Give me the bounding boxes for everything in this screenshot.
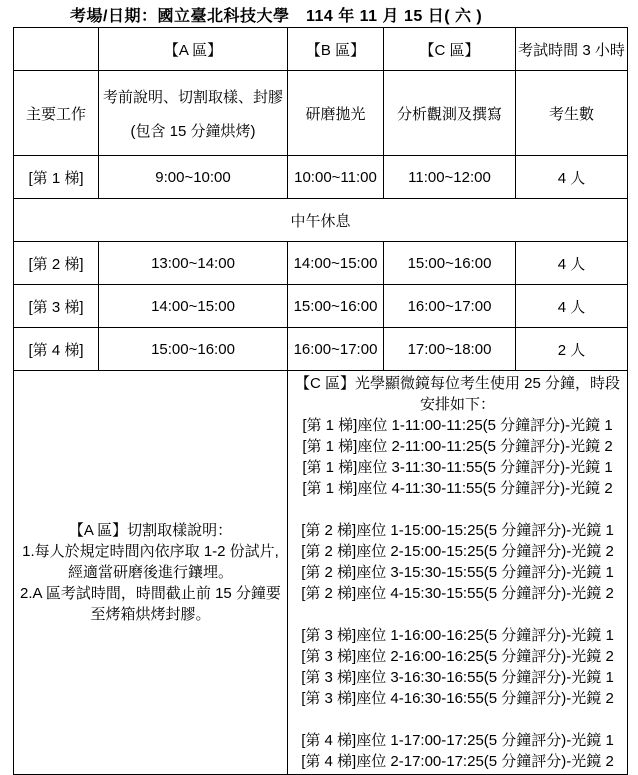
- zone-c-note-cell: [288, 371, 628, 775]
- zone-a-time: 13:00~14:00: [99, 242, 288, 285]
- zone-c-schedule-line: [第 4 梯]座位 1-17:00-17:25(5 分鐘評分)-光鏡 1: [301, 732, 614, 749]
- zone-c-schedule-line: [第 2 梯]座位 2-15:00-15:25(5 分鐘評分)-光鏡 2: [301, 543, 614, 560]
- slot-label: [第 4 梯]: [14, 328, 99, 371]
- main-work-row: [14, 71, 628, 156]
- table-header-row: [14, 28, 628, 71]
- zone-c-note-intro: 【C 區】光學顯微鏡每位考生使用 25 分鐘，時段安排如下：: [294, 375, 621, 413]
- zone-c-schedule-line: [第 3 梯]座位 2-16:00-16:25(5 分鐘評分)-光鏡 2: [301, 648, 614, 665]
- zone-c-time: 15:00~16:00: [384, 242, 516, 285]
- lunch-break-row: [14, 199, 628, 242]
- zone-c-schedule-line: [第 3 梯]座位 1-16:00-16:25(5 分鐘評分)-光鏡 1: [301, 627, 614, 644]
- slot-1-row: [14, 156, 628, 199]
- slot-label: [第 1 梯]: [14, 156, 99, 199]
- zone-c-schedule-line: [第 2 梯]座位 4-15:30-15:55(5 分鐘評分)-光鏡 2: [301, 585, 614, 602]
- zone-a-note-line1: 1.每人於規定時間內依序取 1-2 份試片,經適當研磨後進行鑲埋。: [22, 543, 279, 581]
- page-title: 考場/日期：國立臺北科技大學 114 年 11 月 15 日( 六 ): [70, 8, 483, 25]
- zone-c-time: 11:00~12:00: [384, 156, 516, 199]
- examinee-count: 4 人: [516, 156, 628, 199]
- zone-c-slot-4-group: [290, 730, 625, 772]
- zone-a-note-line2: 2.A 區考試時間，時間截止前 15 分鐘要至烤箱烘烤封膠。: [20, 585, 281, 623]
- examinee-count: 4 人: [516, 285, 628, 328]
- zone-b-time: 15:00~16:00: [288, 285, 384, 328]
- zone-c-schedule-line: [第 1 梯]座位 3-11:30-11:55(5 分鐘評分)-光鏡 1: [302, 459, 613, 476]
- zone-a-task-line2: (包含 15 分鐘烘烤): [130, 122, 256, 140]
- zone-c-header: 【C 區】: [384, 28, 516, 71]
- zone-c-schedule-line: [第 2 梯]座位 1-15:00-15:25(5 分鐘評分)-光鏡 1: [301, 522, 614, 539]
- zone-a-task-line1: 考前說明、切割取樣、封膠: [102, 88, 283, 106]
- zone-a-note-heading: 【A 區】切割取樣說明：: [68, 522, 233, 539]
- slot-label: [第 3 梯]: [14, 285, 99, 328]
- zone-c-task-cell: 分析觀測及撰寫: [384, 71, 516, 156]
- exam-schedule-table: [13, 27, 628, 775]
- work-row-label: 主要工作: [14, 71, 99, 156]
- zone-a-task-cell: [99, 71, 288, 156]
- zone-c-slot-1-group: [290, 415, 625, 499]
- notes-row: [14, 371, 628, 775]
- zone-a-header: 【A 區】: [99, 28, 288, 71]
- zone-c-slot-3-group: [290, 625, 625, 709]
- examinee-count: 2 人: [516, 328, 628, 371]
- zone-c-schedule-line: [第 1 梯]座位 4-11:30-11:55(5 分鐘評分)-光鏡 2: [302, 480, 613, 497]
- zone-c-slot-2-group: [290, 520, 625, 604]
- zone-b-time: 16:00~17:00: [288, 328, 384, 371]
- examinee-count-header: 考生數: [516, 71, 628, 156]
- zone-c-time: 17:00~18:00: [384, 328, 516, 371]
- zone-b-task-cell: 研磨拋光: [288, 71, 384, 156]
- slot-4-row: [14, 328, 628, 371]
- exam-duration-header: 考試時間 3 小時: [516, 28, 628, 71]
- zone-c-schedule-line: [第 4 梯]座位 2-17:00-17:25(5 分鐘評分)-光鏡 2: [301, 753, 614, 770]
- zone-a-note-cell: [14, 371, 288, 775]
- slot-2-row: [14, 242, 628, 285]
- zone-c-schedule-line: [第 2 梯]座位 3-15:30-15:55(5 分鐘評分)-光鏡 1: [301, 564, 614, 581]
- corner-cell: [14, 28, 99, 71]
- zone-c-schedule-line: [第 3 梯]座位 3-16:30-16:55(5 分鐘評分)-光鏡 1: [301, 669, 614, 686]
- zone-a-time: 9:00~10:00: [99, 156, 288, 199]
- slot-3-row: [14, 285, 628, 328]
- lunch-break-cell: 中午休息: [14, 199, 628, 242]
- slot-label: [第 2 梯]: [14, 242, 99, 285]
- zone-a-time: 15:00~16:00: [99, 328, 288, 371]
- zone-c-schedule-line: [第 1 梯]座位 1-11:00-11:25(5 分鐘評分)-光鏡 1: [302, 417, 613, 434]
- zone-b-header: 【B 區】: [288, 28, 384, 71]
- zone-c-time: 16:00~17:00: [384, 285, 516, 328]
- zone-b-time: 14:00~15:00: [288, 242, 384, 285]
- zone-c-schedule-line: [第 3 梯]座位 4-16:30-16:55(5 分鐘評分)-光鏡 2: [301, 690, 614, 707]
- examinee-count: 4 人: [516, 242, 628, 285]
- zone-c-schedule-line: [第 1 梯]座位 2-11:00-11:25(5 分鐘評分)-光鏡 2: [302, 438, 613, 455]
- zone-a-time: 14:00~15:00: [99, 285, 288, 328]
- zone-b-time: 10:00~11:00: [288, 156, 384, 199]
